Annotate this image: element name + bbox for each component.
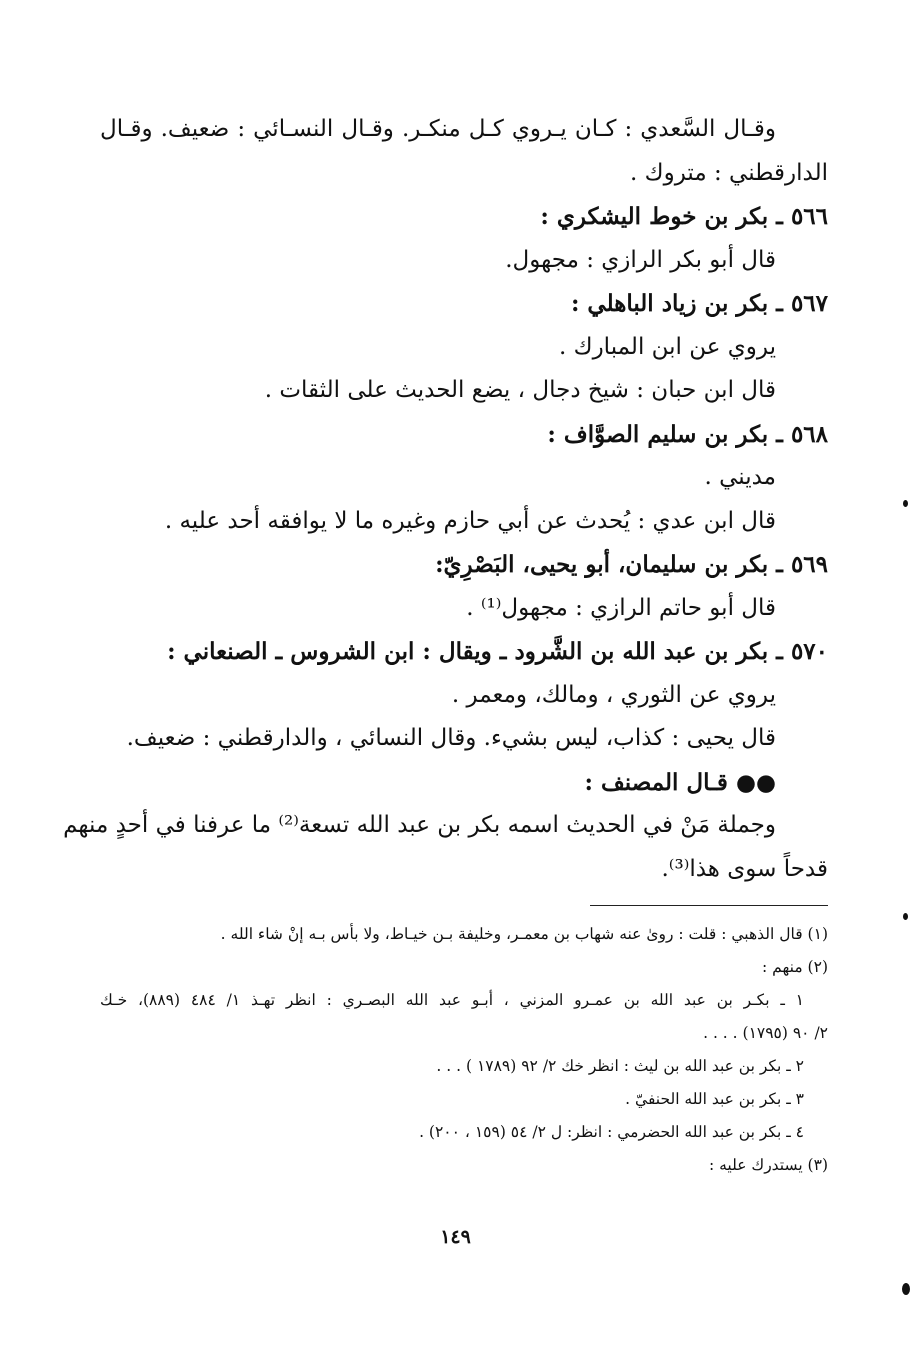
scan-speck xyxy=(902,1283,910,1295)
footnote-3: (٣) يستدرك عليه : xyxy=(708,1156,828,1174)
footnote-2-item: ١ ـ بكـر بن عبد الله بن عمـرو المزني ، أبـو عبد الله البصـري : انظر تهـذ ١/ ٤٨٤ (٨٨٩)، خـك xyxy=(100,991,804,1009)
scan-speck xyxy=(903,500,908,507)
footnote-divider xyxy=(590,905,828,906)
footnote-2-item: ٣ ـ بكر بن عبد الله الحنفيّ . xyxy=(625,1090,804,1108)
page-number: ١٤٩ xyxy=(440,1226,471,1248)
body-line: قال أبو حاتم الرازي : مجهول⁽¹⁾ . xyxy=(466,594,776,621)
entry-heading-569: ٥٦٩ ـ بكر بن سليمان، أبو يحيى، البَصْرِيّ: xyxy=(435,551,828,578)
body-line: يروي عن ابن المبارك . xyxy=(559,333,776,360)
entry-heading-570: ٥٧٠ ـ بكر بن عبد الله بن الشَّرود ـ ويقال : ابن الشروس ـ الصنعاني : xyxy=(167,638,828,665)
body-line: قال أبو بكر الرازي : مجهول. xyxy=(505,246,776,273)
author-note-heading: ●● قـال المصنف : xyxy=(584,768,776,796)
footnote-2-item: ٢ ـ بكر بن عبد الله بن ليث : انظر خك ٢/ ٩٢ (١٧٨٩ ) . . . xyxy=(436,1057,804,1075)
body-line: قدحاً سوى هذا⁽³⁾. xyxy=(661,855,828,882)
body-line: قال ابن عدي : يُحدث عن أبي حازم وغيره ما لا يوافقه أحد عليه . xyxy=(164,507,776,534)
entry-heading-567: ٥٦٧ ـ بكر بن زياد الباهلي : xyxy=(570,290,828,317)
body-line: قال يحيى : كذاب، ليس بشيء. وقال النسائي ، والدارقطني : ضعيف. xyxy=(126,725,776,751)
body-line: قال ابن حبان : شيخ دجال ، يضع الحديث على الثقات . xyxy=(264,377,776,403)
body-line: الدارقطني : متروك . xyxy=(630,159,828,186)
footnote-2-item: ٤ ـ بكر بن عبد الله الحضرمي : انظر: ل ٢/ ٥٤ (١٥٩ ، ٢٠٠) . xyxy=(419,1123,804,1141)
body-line: وقـال السَّعدي : كـان يـروي كـل منكـر. وقـال النسـائي : ضعيف. وقـال xyxy=(100,116,776,142)
body-line: وجملة مَنْ في الحديث اسمه بكر بن عبد الله تسعة⁽²⁾ ما عرفنا في أحدٍ منهم xyxy=(63,812,776,838)
body-line: مديني . xyxy=(704,464,776,490)
entry-heading-568: ٥٦٨ ـ بكر بن سليم الصوَّاف : xyxy=(547,420,828,448)
entry-heading-566: ٥٦٦ ـ بكر بن خوط اليشكري : xyxy=(540,203,828,230)
scan-speck xyxy=(903,913,908,920)
body-line: يروي عن الثوري ، ومالك، ومعمر . xyxy=(451,681,776,708)
page-body xyxy=(63,108,828,1182)
footnote-2: (٢) منهم : xyxy=(762,958,828,976)
footnote-1: (١) قال الذهبي : قلت : روىٰ عنه شهاب بن معمـر، وخليفة بـن خيـاط، ولا بأس بـه إنْ شاء الله . xyxy=(220,925,828,943)
footnote-2-item-cont: ٢/ ٩٠ (١٧٩٥) . . . . xyxy=(703,1024,828,1042)
